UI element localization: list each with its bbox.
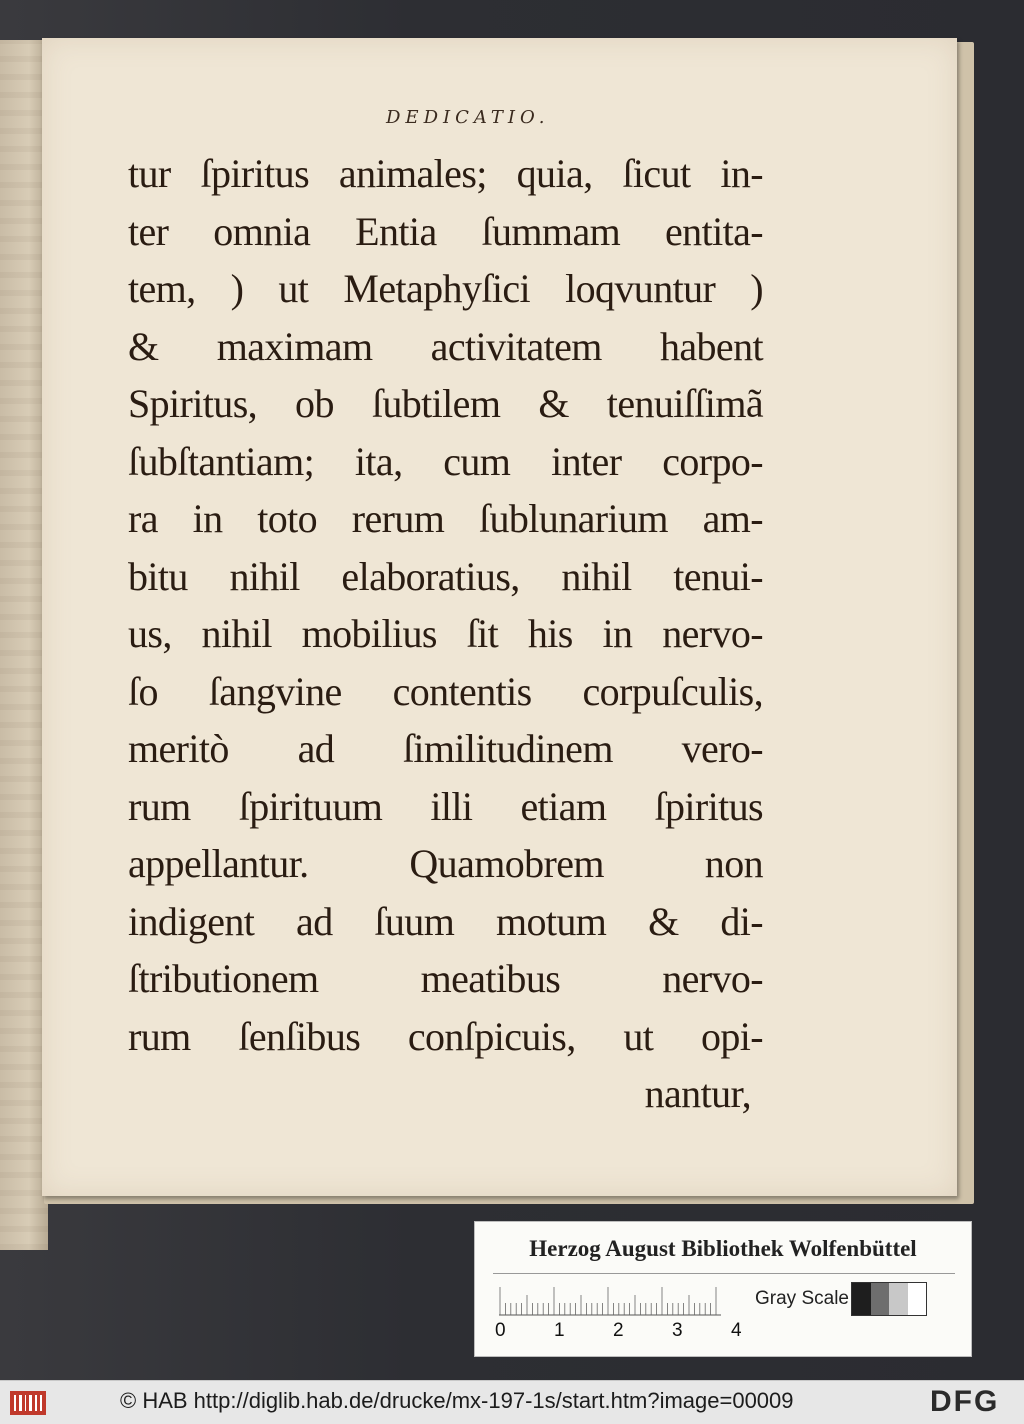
ruler-number: 4 — [731, 1320, 742, 1341]
running-head: DEDICATIO. — [386, 107, 550, 128]
barcode-icon — [10, 1391, 46, 1415]
library-stamp — [474, 1221, 972, 1357]
text-line: indigent ad ſuum motum & di- — [128, 898, 763, 944]
gray-scale-swatches — [851, 1282, 927, 1316]
gray-swatch — [871, 1283, 890, 1315]
gray-swatch — [889, 1283, 908, 1315]
copyright-link[interactable]: © HAB http://diglib.hab.de/drucke/mx-197-1s/start.htm?image=00009 — [120, 1388, 794, 1413]
text-line: & maximam activitatem habent — [128, 323, 763, 369]
dfg-logo: DFG — [930, 1385, 1000, 1418]
catchword: nantur, — [644, 1071, 751, 1116]
text-line: tur ſpiritus animales; quia, ſicut in- — [128, 151, 763, 196]
gray-scale-label: Gray Scale — [755, 1288, 849, 1309]
text-line: appellantur. Quamobrem non — [128, 841, 763, 886]
text-line: tem, ) ut Metaphyſici loqvuntur ) — [128, 266, 763, 311]
ruler-number: 2 — [613, 1320, 624, 1341]
text-line: meritò ad ſimilitudinem vero- — [128, 726, 763, 771]
text-line: ſubſtantiam; ita, cum inter corpo- — [128, 438, 763, 484]
text-line: rum ſpirituum illi etiam ſpiritus — [128, 783, 763, 829]
book-page — [42, 38, 957, 1196]
footer-bar — [0, 1380, 1024, 1424]
adjacent-page-texture — [0, 40, 48, 1250]
text-line: Spiritus, ob ſubtilem & tenuiſſimã — [128, 381, 763, 426]
ruler-number: 0 — [495, 1320, 506, 1341]
ruler-number: 3 — [672, 1320, 683, 1341]
text-line: bitu nihil elaboratius, nihil tenui- — [128, 553, 763, 599]
gray-swatch — [852, 1283, 871, 1315]
text-line: ſtributionem meatibus nervo- — [128, 956, 763, 1001]
ruler-number: 1 — [554, 1320, 565, 1341]
text-line: us, nihil mobilius ſit his in nervo- — [128, 611, 763, 656]
text-line: ra in toto rerum ſublunarium am- — [128, 496, 763, 541]
text-block — [128, 145, 763, 1123]
text-line: ſo ſangvine contentis corpuſculis, — [128, 668, 763, 714]
text-line: rum ſenſibus conſpicuis, ut opi- — [128, 1013, 763, 1059]
stamp-divider — [493, 1273, 955, 1274]
ruler-scale — [499, 1284, 721, 1316]
stamp-title: Herzog August Bibliothek Wolfenbüttel — [529, 1236, 917, 1261]
gray-swatch — [908, 1283, 927, 1315]
ruler-numbers — [495, 1320, 755, 1346]
text-line: ter omnia Entia ſummam entita- — [128, 208, 763, 254]
